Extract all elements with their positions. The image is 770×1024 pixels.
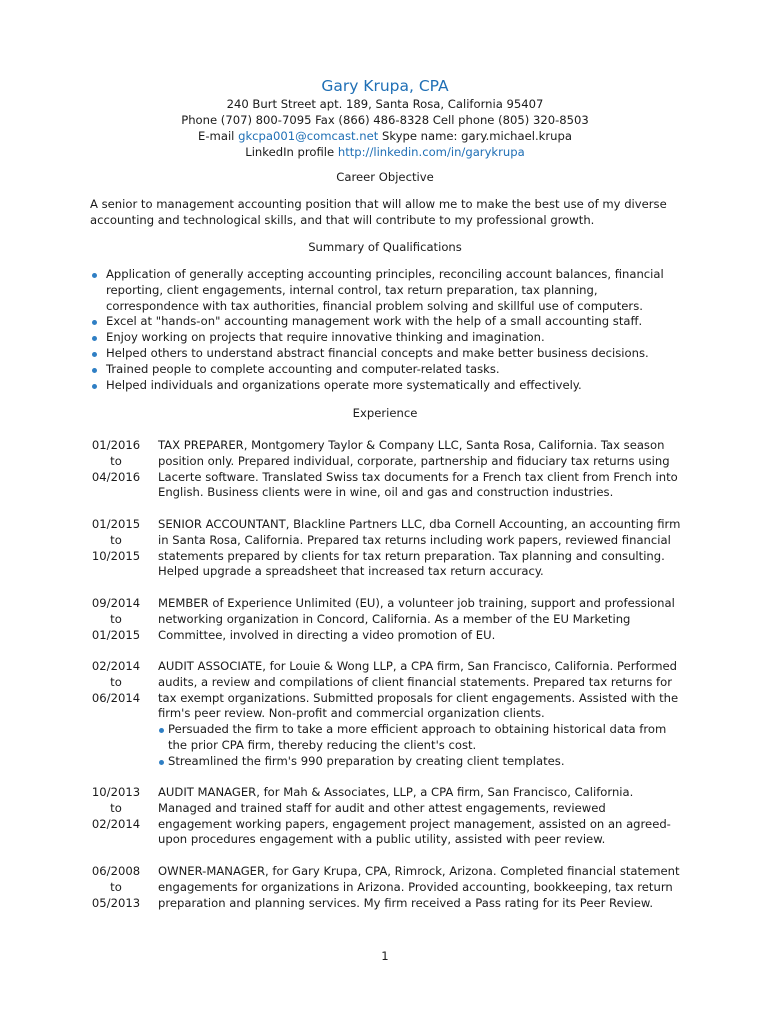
entry-description: TAX PREPARER, Montgomery Taylor & Company LLC, Santa Rosa, California. Tax season position only. Prepared individual, corporate, partnership and fiduciary tax returns using Lacerte software. Translated Swiss tax documents for a French tax client from French into English. Business clients were in wine, oil and gas and construction industries. — [158, 438, 678, 500]
career-objective-text: A senior to management accounting position that will allow me to make the best use of my diverse accounting and technological skills, and that will contribute to my professional growth. — [90, 197, 667, 227]
entry-dates — [90, 785, 142, 832]
date-to: to — [110, 532, 122, 547]
date-to: to — [110, 453, 122, 468]
start-date: 09/2014 — [91, 596, 141, 610]
list-item: Helped individuals and organizations operate more systematically and effectively. — [90, 378, 690, 394]
experience-heading: Experience — [352, 406, 418, 420]
career-objective-heading: Career Objective — [336, 170, 434, 184]
page-number: 1 — [381, 949, 389, 963]
email-line — [0, 128, 770, 144]
end-date: 10/2015 — [91, 548, 141, 563]
entry-dates — [90, 438, 142, 485]
entry-description: OWNER-MANAGER, for Gary Krupa, CPA, Rimrock, Arizona. Completed financial statement engagements for organizations in Arizona. Provided accounting, bookkeeping, tax return preparation and planning services. My firm received a Pass rating for its Peer Review. — [158, 864, 680, 910]
linkedin-label: LinkedIn profile — [245, 145, 338, 159]
entry-dates — [90, 864, 142, 911]
end-date: 01/2015 — [91, 627, 141, 642]
start-date: 06/2008 — [91, 864, 141, 878]
end-date: 06/2014 — [91, 690, 141, 705]
list-item: Trained people to complete accounting and computer-related tasks. — [90, 362, 690, 378]
list-item: Persuaded the firm to take a more efficient approach to obtaining historical data from the prior CPA firm, thereby reducing the client's cost. — [158, 722, 683, 754]
summary-heading: Summary of Qualifications — [308, 240, 462, 254]
list-item: Enjoy working on projects that require innovative thinking and imagination. — [90, 330, 690, 346]
date-to: to — [110, 674, 122, 689]
address-line: 240 Burt Street apt. 189, Santa Rosa, California 95407 — [226, 97, 544, 111]
entry-bullets — [158, 722, 683, 769]
linkedin-line — [0, 144, 770, 160]
end-date: 04/2016 — [91, 469, 141, 484]
end-date: 05/2013 — [91, 895, 141, 910]
entry-text: AUDIT ASSOCIATE, for Louie & Wong LLP, a CPA firm, San Francisco, California. Performed audits, a review and compilations of client financial statements. Prepared tax returns for tax exempt organizations. Submitted proposals for client engagements. Assisted with the firm's peer review. Non-profit and commercial organization clients. — [158, 659, 679, 721]
candidate-name: Gary Krupa, CPA — [321, 77, 449, 95]
list-item: Streamlined the firm's 990 preparation by creating client templates. — [158, 754, 683, 770]
email-label: E-mail — [198, 129, 239, 143]
entry-description — [158, 659, 683, 770]
entry-description: AUDIT MANAGER, for Mah & Associates, LLP, a CPA firm, San Francisco, California. Managed and trained staff for audit and other attest engagements, reviewed engagement working papers, engagement project management, assisted on an agreed-upon procedures engagement with a public utility, assisted with peer review. — [158, 785, 671, 847]
end-date: 02/2014 — [91, 816, 141, 831]
linkedin-link[interactable]: http://linkedin.com/in/garykrupa — [337, 145, 525, 159]
resume-header — [0, 76, 770, 160]
date-to: to — [110, 879, 122, 894]
list-item: Application of generally accepting accounting principles, reconciling account balances, financial reporting, client engagements, internal control, tax return preparation, tax planning, correspondence with tax authorities, financial problem solving and skillful use of computers. — [90, 267, 690, 314]
entry-description: SENIOR ACCOUNTANT, Blackline Partners LLC, dba Cornell Accounting, an accounting firm in Santa Rosa, California. Prepared tax returns including work papers, reviewed financial statements prepared by clients for tax return preparation. Tax planning and consulting. Helped upgrade a spreadsheet that increased tax return accuracy. — [158, 517, 681, 579]
list-item: Helped others to understand abstract financial concepts and make better business decisions. — [90, 346, 690, 362]
entry-dates — [90, 517, 142, 564]
entry-description: MEMBER of Experience Unlimited (EU), a volunteer job training, support and professional networking organization in Concord, California. As a member of the EU Marketing Committee, involved in directing a video promotion of EU. — [158, 596, 675, 642]
skype-name: Skype name: gary.michael.krupa — [378, 129, 572, 143]
start-date: 01/2015 — [91, 517, 141, 531]
date-to: to — [110, 800, 122, 815]
date-to: to — [110, 611, 122, 626]
start-date: 01/2016 — [91, 438, 141, 452]
start-date: 10/2013 — [91, 785, 141, 799]
start-date: 02/2014 — [91, 659, 141, 673]
entry-dates — [90, 659, 142, 706]
entry-dates — [90, 596, 142, 643]
email-link[interactable]: gkcpa001@comcast.net — [238, 129, 379, 143]
list-item: Excel at "hands-on" accounting management work with the help of a small accounting staff. — [90, 314, 690, 330]
summary-list — [90, 267, 690, 393]
phone-line: Phone (707) 800-7095 Fax (866) 486-8328 Cell phone (805) 320-8503 — [181, 113, 589, 127]
